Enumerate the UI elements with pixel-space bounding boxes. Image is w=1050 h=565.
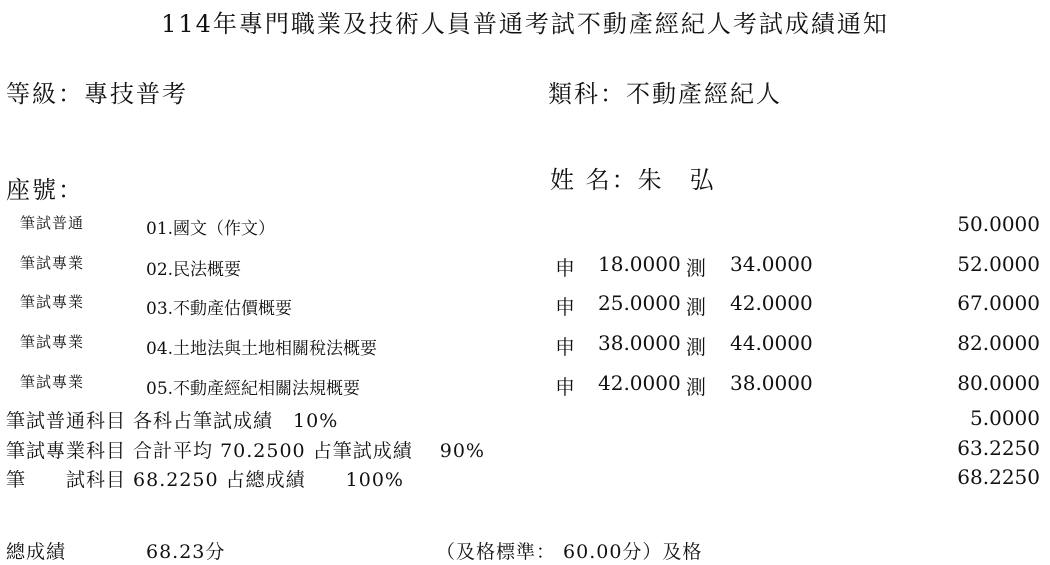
essay-label: 申 — [555, 295, 575, 319]
subject-type: 筆試專業 — [20, 254, 85, 272]
subject-type: 筆試專業 — [20, 293, 85, 311]
subject-type: 筆試專業 — [20, 333, 85, 351]
test-score: 42.0000 — [730, 291, 813, 315]
total-score-label: 總成績 — [6, 541, 67, 563]
summary-value-written: 68.2250 — [957, 465, 1040, 489]
subject-name: 02.民法概要 — [146, 260, 242, 280]
subject-score: 67.0000 — [957, 291, 1040, 315]
category-field — [548, 74, 782, 109]
subject-type: 筆試專業 — [20, 373, 85, 391]
subject-score: 80.0000 — [957, 371, 1040, 395]
notice-title: 114年專門職業及技術人員普通考試不動產經紀人考試成績通知 — [161, 10, 889, 38]
level-field — [6, 74, 188, 109]
test-label: 測 — [686, 335, 706, 359]
category-label: 類科： — [548, 80, 626, 108]
test-label: 測 — [686, 375, 706, 399]
summary-line-professional: 筆試專業科目 合計平均 70.2500 占筆試成績 90% — [6, 440, 485, 462]
pass-standard: （及格標準： 60.00分）及格 — [436, 541, 703, 563]
summary-line-written: 筆 試科目 68.2250 占總成績 100% — [6, 469, 404, 491]
subject-score: 52.0000 — [957, 252, 1040, 276]
essay-score: 42.0000 — [598, 371, 681, 395]
test-score: 34.0000 — [730, 252, 813, 276]
essay-label: 申 — [555, 256, 575, 280]
essay-label: 申 — [555, 335, 575, 359]
essay-score: 25.0000 — [598, 291, 681, 315]
summary-value-general: 5.0000 — [970, 406, 1040, 430]
subject-name: 03.不動產估價概要 — [146, 299, 293, 319]
test-label: 測 — [686, 295, 706, 319]
test-label: 測 — [686, 256, 706, 280]
essay-label: 申 — [555, 375, 575, 399]
subject-row — [0, 369, 1050, 399]
subject-type: 筆試普通 — [20, 214, 85, 232]
category-value: 不動產經紀人 — [626, 80, 782, 108]
summary-line-general: 筆試普通科目 各科占筆試成績 10% — [6, 410, 339, 432]
subject-name: 01.國文（作文） — [146, 219, 276, 239]
subject-score: 82.0000 — [957, 331, 1040, 355]
level-label: 等級： — [6, 80, 84, 108]
name-value: 朱 弘 — [637, 166, 716, 194]
subject-name: 04.土地法與土地相關稅法概要 — [146, 339, 378, 359]
subject-row — [0, 289, 1050, 319]
seat-number-label: 座號： — [6, 176, 84, 204]
level-value: 專技普考 — [84, 80, 188, 108]
subject-row — [0, 210, 1050, 240]
subject-score: 50.0000 — [957, 212, 1040, 236]
subject-name: 05.不動產經紀相關法規概要 — [146, 379, 361, 399]
essay-score: 38.0000 — [598, 331, 681, 355]
summary-value-professional: 63.2250 — [957, 436, 1040, 460]
subject-row — [0, 329, 1050, 359]
test-score: 38.0000 — [730, 371, 813, 395]
essay-score: 18.0000 — [598, 252, 681, 276]
name-field — [550, 160, 716, 195]
total-score-value: 68.23分 — [146, 541, 226, 563]
name-label: 姓 名： — [550, 166, 638, 194]
subject-row — [0, 250, 1050, 280]
test-score: 44.0000 — [730, 331, 813, 355]
